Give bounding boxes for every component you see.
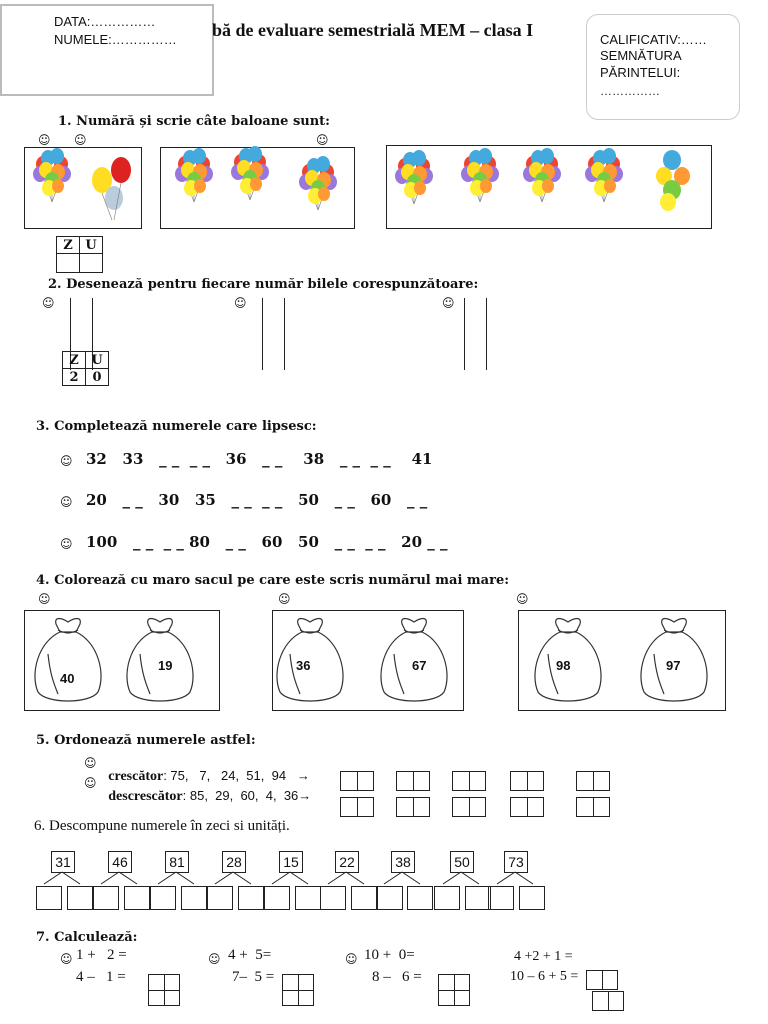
units-answer-box[interactable] <box>295 886 321 910</box>
grade-label: CALIFICATIV:…… <box>600 32 707 47</box>
smiley-icon: ☺ <box>74 133 87 147</box>
answer-grid[interactable] <box>148 974 180 1006</box>
sack-illustrations <box>0 610 768 710</box>
answer-box[interactable] <box>586 970 618 990</box>
units-answer-box[interactable] <box>124 886 150 910</box>
smiley-icon: ☺ <box>316 133 329 147</box>
units-answer-box[interactable] <box>238 886 264 910</box>
smiley-icon: ☺ <box>42 296 55 310</box>
number-box: 22 <box>335 851 359 873</box>
number-box: 31 <box>51 851 75 873</box>
equation: 10 + 0= <box>364 947 415 963</box>
task4-title: 4. Colorează cu maro sacul pe care este scris numărul mai mare: <box>36 573 510 588</box>
tens-answer-box[interactable] <box>93 886 119 910</box>
smiley-icon: ☺ <box>60 537 73 551</box>
answer-box[interactable] <box>340 771 374 791</box>
tens-answer-box[interactable] <box>320 886 346 910</box>
tens-answer-box[interactable] <box>488 886 514 910</box>
answer-box[interactable] <box>592 991 624 1011</box>
smiley-icon: ☺ <box>60 495 73 509</box>
equation: 1 + 2 = <box>76 947 127 963</box>
sack-number: 19 <box>158 658 173 673</box>
date-field[interactable]: DATA:…………… <box>54 14 156 29</box>
smiley-icon: ☺ <box>60 952 73 966</box>
tens-header: Z <box>63 352 86 369</box>
units-cell[interactable] <box>80 254 103 273</box>
units-answer-box[interactable] <box>407 886 433 910</box>
sack-number: 36 <box>296 658 311 673</box>
answer-box[interactable] <box>510 797 544 817</box>
task2-title: 2. Desenează pentru fiecare număr bilele corespunzătoare: <box>48 277 479 292</box>
abacus-rod <box>464 298 465 370</box>
tens-answer-box[interactable] <box>207 886 233 910</box>
task7-title: 7. Calculează: <box>36 930 138 945</box>
units-answer-box[interactable] <box>519 886 545 910</box>
number-box: 38 <box>391 851 415 873</box>
task1-title: 1. Numără și scrie câte baloane sunt: <box>58 114 330 129</box>
equation: 10 – 6 + 5 = <box>510 969 579 984</box>
equation: 4 + 5= <box>228 947 272 963</box>
abacus-rod <box>262 298 263 370</box>
descending-label: descrescător <box>108 789 183 804</box>
smiley-icon: ☺ <box>516 592 529 606</box>
descending-row <box>100 773 311 805</box>
answer-box[interactable] <box>452 797 486 817</box>
sack-number: 97 <box>666 658 681 673</box>
answer-box[interactable] <box>576 771 610 791</box>
tens-answer-box[interactable] <box>36 886 62 910</box>
number-sequence-row[interactable]: 20 _ _ 30 35 _ _ _ _ 50 _ _ 60 _ _ <box>86 491 428 509</box>
ascending-numbers: : 75, 7, 24, 51, 94 → <box>163 768 310 783</box>
equation: 7– 5 = <box>232 969 275 985</box>
answer-box[interactable] <box>510 771 544 791</box>
smiley-icon: ☺ <box>208 952 221 966</box>
answer-box[interactable] <box>396 771 430 791</box>
descending-numbers: : 85, 29, 60, 4, 36→ <box>182 788 312 803</box>
number-box: 46 <box>108 851 132 873</box>
tens-answer-box[interactable] <box>377 886 403 910</box>
number-box: 73 <box>504 851 528 873</box>
signature-dots: …………… <box>600 84 660 98</box>
tens-units-table-2 <box>62 351 109 386</box>
units-answer-box[interactable] <box>67 886 93 910</box>
abacus-rod <box>486 298 487 370</box>
units-value: 0 <box>86 369 109 386</box>
units-header: U <box>80 237 103 254</box>
smiley-icon: ☺ <box>442 296 455 310</box>
abacus-rod <box>284 298 285 370</box>
answer-box[interactable] <box>452 771 486 791</box>
smiley-icon: ☺ <box>234 296 247 310</box>
sack-number: 98 <box>556 658 571 673</box>
tens-value: 2 <box>63 369 86 386</box>
number-box: 50 <box>450 851 474 873</box>
units-answer-box[interactable] <box>351 886 377 910</box>
smiley-icon: ☺ <box>38 592 51 606</box>
task5-title: 5. Ordonează numerele astfel: <box>36 733 256 748</box>
equation: 4 +2 + 1 = <box>514 949 573 964</box>
page-title: bă de evaluare semestrială MEM – clasa I <box>212 20 534 40</box>
equation: 8 – 6 = <box>372 969 422 985</box>
answer-grid[interactable] <box>282 974 314 1006</box>
balloons-illustration <box>0 140 768 232</box>
signature-label: SEMNĂTURA <box>600 48 682 63</box>
tens-header: Z <box>57 237 80 254</box>
smiley-icon: ☺ <box>84 756 97 770</box>
number-sequence-row[interactable]: 32 33 _ _ _ _ 36 _ _ 38 _ _ _ _ 41 <box>86 450 433 468</box>
number-sequence-row[interactable]: 100 _ _ _ _ 80 _ _ 60 50 _ _ _ _ 20 _ _ <box>86 533 448 551</box>
answer-box[interactable] <box>576 797 610 817</box>
sack-icon[interactable] <box>35 619 101 702</box>
units-header: U <box>86 352 109 369</box>
answer-grid[interactable] <box>438 974 470 1006</box>
units-answer-box[interactable] <box>181 886 207 910</box>
smiley-icon: ☺ <box>278 592 291 606</box>
tens-units-table-1[interactable] <box>56 236 103 273</box>
number-box: 81 <box>165 851 189 873</box>
tens-answer-box[interactable] <box>264 886 290 910</box>
tens-cell[interactable] <box>57 254 80 273</box>
task6-title: 6. Descompune numerele în zeci si unități. <box>34 818 290 834</box>
parent-label: PĂRINTELUI: <box>600 65 681 80</box>
name-field[interactable]: NUMELE:…………… <box>54 32 177 47</box>
task3-title: 3. Completează numerele care lipsesc: <box>36 419 317 434</box>
smiley-icon: ☺ <box>60 454 73 468</box>
smiley-icon: ☺ <box>84 776 97 790</box>
answer-box[interactable] <box>396 797 430 817</box>
equation: 4 – 1 = <box>76 969 126 985</box>
answer-box[interactable] <box>340 797 374 817</box>
tens-answer-box[interactable] <box>150 886 176 910</box>
number-box: 15 <box>279 851 303 873</box>
sack-number: 67 <box>412 658 427 673</box>
sack-number: 40 <box>60 671 75 686</box>
tens-answer-box[interactable] <box>434 886 460 910</box>
ascending-label: crescător <box>108 769 164 784</box>
smiley-icon: ☺ <box>345 952 358 966</box>
smiley-icon: ☺ <box>38 133 51 147</box>
number-box: 28 <box>222 851 246 873</box>
